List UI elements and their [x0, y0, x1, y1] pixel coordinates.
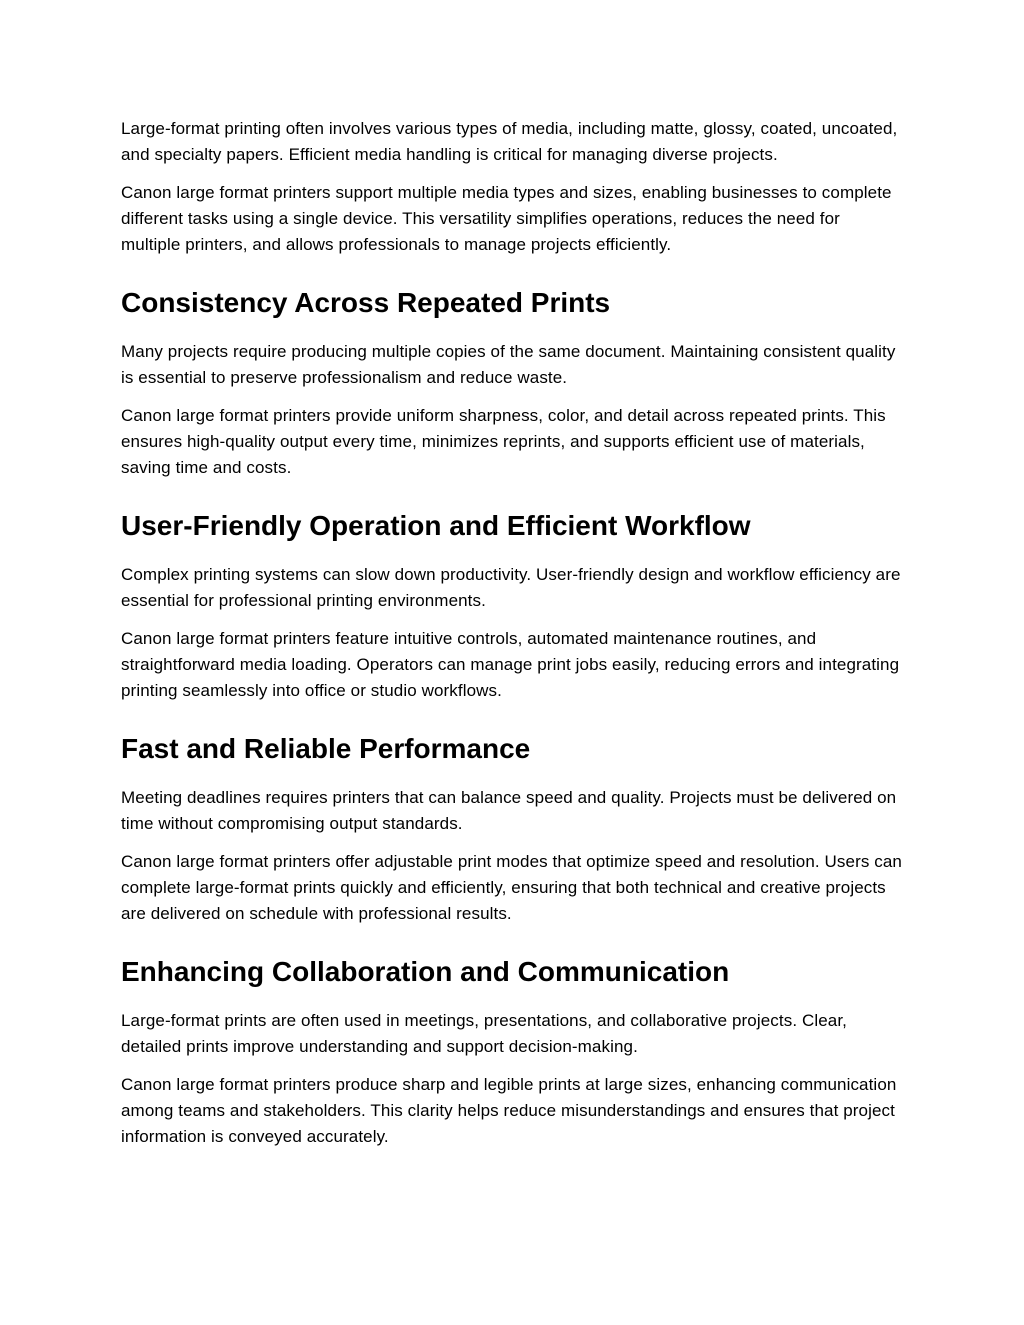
section-heading: Enhancing Collaboration and Communication [121, 956, 730, 987]
section-performance [121, 732, 903, 927]
section-heading: Consistency Across Repeated Prints [121, 287, 611, 318]
section-user-friendly [121, 509, 903, 704]
section-heading: User-Friendly Operation and Efficient Workflow [121, 510, 751, 541]
paragraph: Canon large format printers offer adjustable print modes that optimize speed and resolution. Users can complete large-format prints quickly and efficiently, ensuring that both technical and creative projects are delivered on schedule with professional results. [121, 852, 902, 923]
paragraph: Canon large format printers support multiple media types and sizes, enabling businesses to complete different tasks using a single device. This versatility simplifies operations, reduces the need for multiple printers, and allows professionals to manage projects efficiently. [121, 183, 892, 254]
paragraph: Many projects require producing multiple copies of the same document. Maintaining consistent quality is essential to preserve professionalism and reduce waste. [121, 342, 896, 387]
section-consistency [121, 286, 903, 481]
paragraph: Complex printing systems can slow down productivity. User-friendly design and workflow efficiency are essential for professional printing environments. [121, 565, 901, 610]
paragraph: Canon large format printers provide uniform sharpness, color, and detail across repeated prints. This ensures high-quality output every time, minimizes reprints, and supports efficient use of materials, saving time and costs. [121, 406, 886, 477]
paragraph: Canon large format printers produce sharp and legible prints at large sizes, enhancing communication among teams and stakeholders. This clarity helps reduce misunderstandings and ensures that project information is conveyed accurately. [121, 1075, 897, 1146]
paragraph: Canon large format printers feature intuitive controls, automated maintenance routines, and straightforward media loading. Operators can manage print jobs easily, reducing errors and integrating printing seamlessly into office or studio workflows. [121, 629, 900, 700]
section-intro [121, 116, 903, 258]
section-collaboration [121, 955, 903, 1150]
paragraph: Large-format printing often involves various types of media, including matte, glossy, coated, uncoated, and specialty papers. Efficient media handling is critical for managing diverse projects. [121, 119, 898, 164]
paragraph: Meeting deadlines requires printers that can balance speed and quality. Projects must be delivered on time without compromising output standards. [121, 788, 897, 833]
paragraph: Large-format prints are often used in meetings, presentations, and collaborative projects. Clear, detailed prints improve understanding and support decision-making. [121, 1011, 847, 1056]
section-heading: Fast and Reliable Performance [121, 733, 531, 764]
